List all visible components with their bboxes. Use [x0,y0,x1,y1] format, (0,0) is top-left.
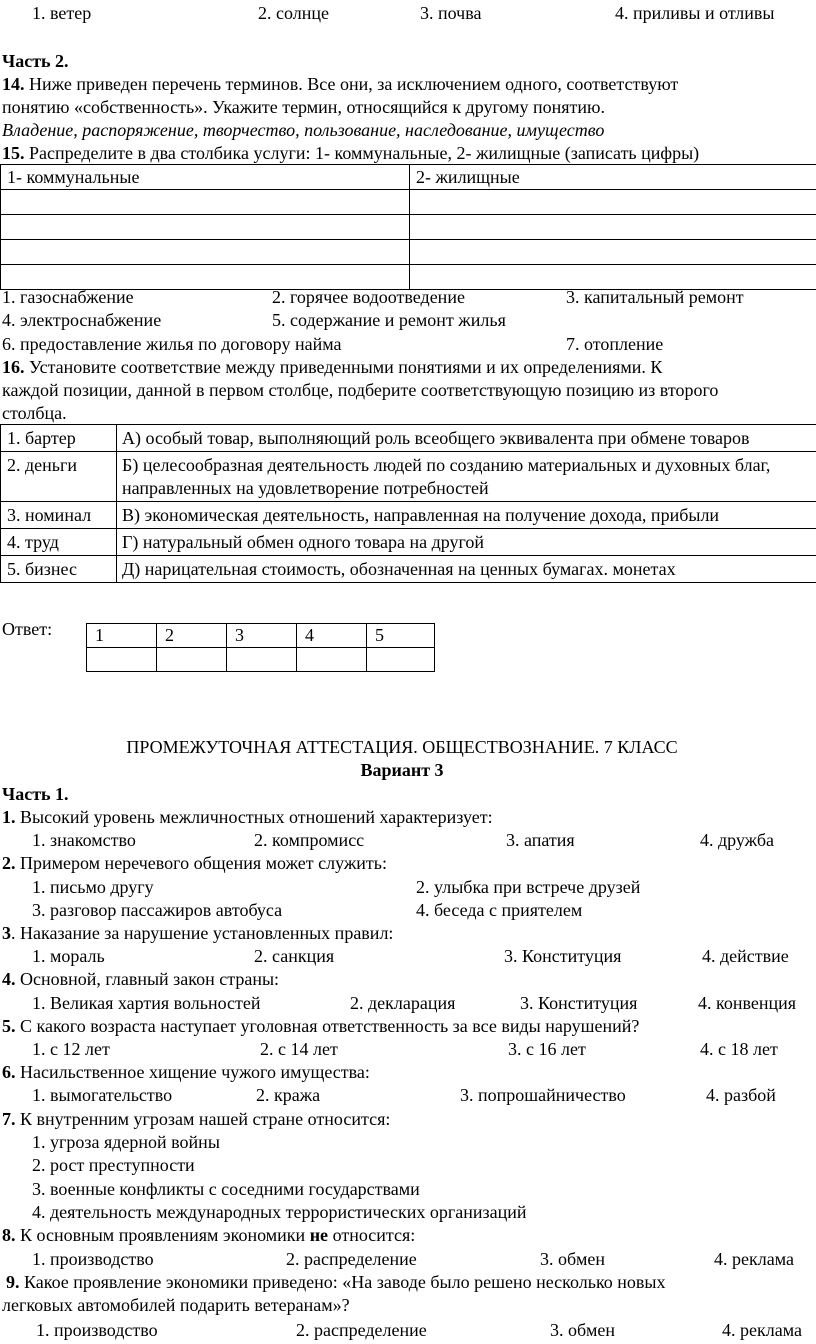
option[interactable]: 2. распределение [296,1320,427,1340]
option[interactable]: 3. попрошайничество [460,1085,626,1105]
question-text: С какого возраста наступает уголовная ответственность за все виды нарушений? [15,1016,640,1036]
definition-cell: Г) натуральный обмен одного товара на другой [117,529,816,556]
option[interactable]: 1. вымогательство [32,1085,173,1105]
answer-cell[interactable] [87,648,157,672]
option[interactable]: 3. обмен [540,1249,605,1269]
option: 4. электроснабжение [2,310,162,330]
answer-cell[interactable] [157,648,227,672]
option[interactable]: 4. беседа с приятелем [416,900,583,920]
option[interactable]: 4. деятельность международных террористических организаций [32,1202,527,1222]
answer-cell[interactable] [227,648,297,672]
question-text: Какое проявление экономики приведено: «На заводе было решено несколько новых [19,1272,666,1292]
option[interactable]: 2. с 14 лет [260,1039,338,1059]
term-cell: 5. бизнес [1,556,117,583]
option[interactable]: 4. реклама [714,1249,794,1269]
option[interactable]: 2. распределение [286,1249,417,1269]
question-text: Основной, главный закон страны: [15,969,280,989]
option[interactable]: 1. угроза ядерной войны [32,1132,220,1152]
question-text: Распределите в два столбика услуги: 1- коммунальные, 2- жилищные (записать цифры) [24,143,700,163]
option: 4. приливы и отливы [615,3,775,23]
services-table [0,164,816,290]
term-cell: 4. труд [1,529,117,556]
answer-cell[interactable] [1,215,410,240]
table-row [1,425,816,452]
option[interactable]: 3. обмен [550,1320,615,1340]
answer-cell[interactable] [410,240,816,265]
option[interactable]: 4. разбой [706,1085,776,1105]
question-number: 2. [2,853,16,873]
table-row [1,215,816,240]
question-number: 5. [2,1016,16,1036]
option[interactable]: 1. с 12 лет [32,1039,110,1059]
question-text: Установите соответствие между приведенными понятиями и их определениями. К [24,357,663,377]
option[interactable]: 3. Конституция [504,946,622,966]
option: 3. почва [420,3,482,23]
term-cell: 1. бартер [1,425,117,452]
question-number: 15. [2,143,25,163]
option[interactable]: 4. конвенция [698,993,797,1013]
answer-header-row [87,624,435,648]
answer-cell[interactable] [410,190,816,215]
question-number: 7. [2,1109,16,1129]
option[interactable]: 4. с 18 лет [700,1039,778,1059]
answer-cell[interactable] [297,648,367,672]
question-text: Ниже приведен перечень терминов. Все они, за исключением одного, соответствуют [24,74,679,94]
option: 3. капитальный ремонт [566,287,744,307]
option: 6. предоставление жилья по договору найма [2,334,342,354]
answer-header: 5 [367,624,435,648]
option: 2. солнце [258,3,329,23]
question-text: К внутренним угрозам нашей стране относится: [15,1109,391,1129]
option[interactable]: 3. апатия [506,830,575,850]
option[interactable]: 3. с 16 лет [508,1039,586,1059]
header-housing: 2- жилищные [410,165,816,190]
option[interactable]: 1. мораль [32,946,105,966]
option[interactable]: 3. Конституция [520,993,638,1013]
question-number: 4. [2,969,16,989]
option[interactable]: 2. декларация [350,993,456,1013]
definition-cell: Б) целесообразная деятельность людей по созданию материальных и духовных благ, направленных на удовлетворение потребностей [117,452,816,502]
definition-cell: А) особый товар, выполняющий роль всеобщего эквивалента при обмене товаров [117,425,816,452]
question-number: 8. [2,1225,16,1245]
option[interactable]: 2. улыбка при встрече друзей [416,877,641,897]
option[interactable]: 4. дружба [700,830,775,850]
answer-header: 2 [157,624,227,648]
question-number: 14. [2,74,25,94]
question-text: . Наказание за нарушение установленных правил: [11,923,394,943]
table-row [1,190,816,215]
table-row [1,502,816,529]
option[interactable]: 1. знакомство [32,830,136,850]
option[interactable]: 1. Великая хартия вольностей [32,993,261,1013]
option: 1. ветер [32,3,92,23]
answer-cell[interactable] [1,190,410,215]
term-cell: 3. номинал [1,502,117,529]
option[interactable]: 4. действие [702,946,789,966]
table-row [1,556,816,583]
table-row [1,452,816,502]
answer-header: 3 [227,624,297,648]
question-number: 1. [2,807,16,827]
option[interactable]: 1. письмо другу [32,877,154,897]
matching-table [0,424,816,583]
option: 7. отопление [566,334,664,354]
question-number: 3 [2,923,11,943]
question-number: 9. [6,1272,20,1292]
option[interactable]: 3. военные конфликты с соседними государствами [32,1179,420,1199]
answer-table [86,623,435,672]
question-text: Насильственное хищение чужого имущества: [15,1062,370,1082]
table-row [1,529,816,556]
option: 5. содержание и ремонт жилья [272,310,506,330]
answer-header: 1 [87,624,157,648]
option[interactable]: 2. компромисс [254,830,365,850]
variant-title: Вариант 3 [360,760,444,780]
question-text: Примером неречевого общения может служить: [15,853,388,873]
option[interactable]: 4. реклама [722,1320,802,1340]
answer-cell[interactable] [410,215,816,240]
question-text: Высокий уровень межличностных отношений характеризует: [15,807,493,827]
answer-cell[interactable] [367,648,435,672]
table-row [1,240,816,265]
option: 2. горячее водоотведение [272,287,465,307]
definition-cell: В) экономическая деятельность, направленная на получение дохода, прибыли [117,502,816,529]
term-cell: 2. деньги [1,452,117,502]
question-number: 16. [2,357,25,377]
question-text: относится: [328,1225,416,1245]
option[interactable]: 2. кража [256,1085,321,1105]
question-text: К основным проявлениям экономики [15,1225,310,1245]
option[interactable]: 2. рост преступности [32,1155,195,1175]
option: 1. газоснабжение [2,287,134,307]
answer-input-row [87,648,435,672]
section-title: ПРОМЕЖУТОЧНАЯ АТТЕСТАЦИЯ. ОБЩЕСТВОЗНАНИЕ. 7 КЛАСС [126,737,678,757]
header-communal: 1- коммунальные [1,165,410,190]
option[interactable]: 1. производство [32,1249,154,1269]
answer-cell[interactable] [1,240,410,265]
answer-header: 4 [297,624,367,648]
option[interactable]: 2. санкция [254,946,335,966]
definition-cell: Д) нарицательная стоимость, обозначенная на ценных бумагах. монетах [117,556,816,583]
option[interactable]: 1. производство [36,1320,158,1340]
option[interactable]: 3. разговор пассажиров автобуса [32,900,283,920]
table-header-row [1,165,816,190]
question-number: 6. [2,1062,16,1082]
negation-word: не [309,1225,329,1245]
